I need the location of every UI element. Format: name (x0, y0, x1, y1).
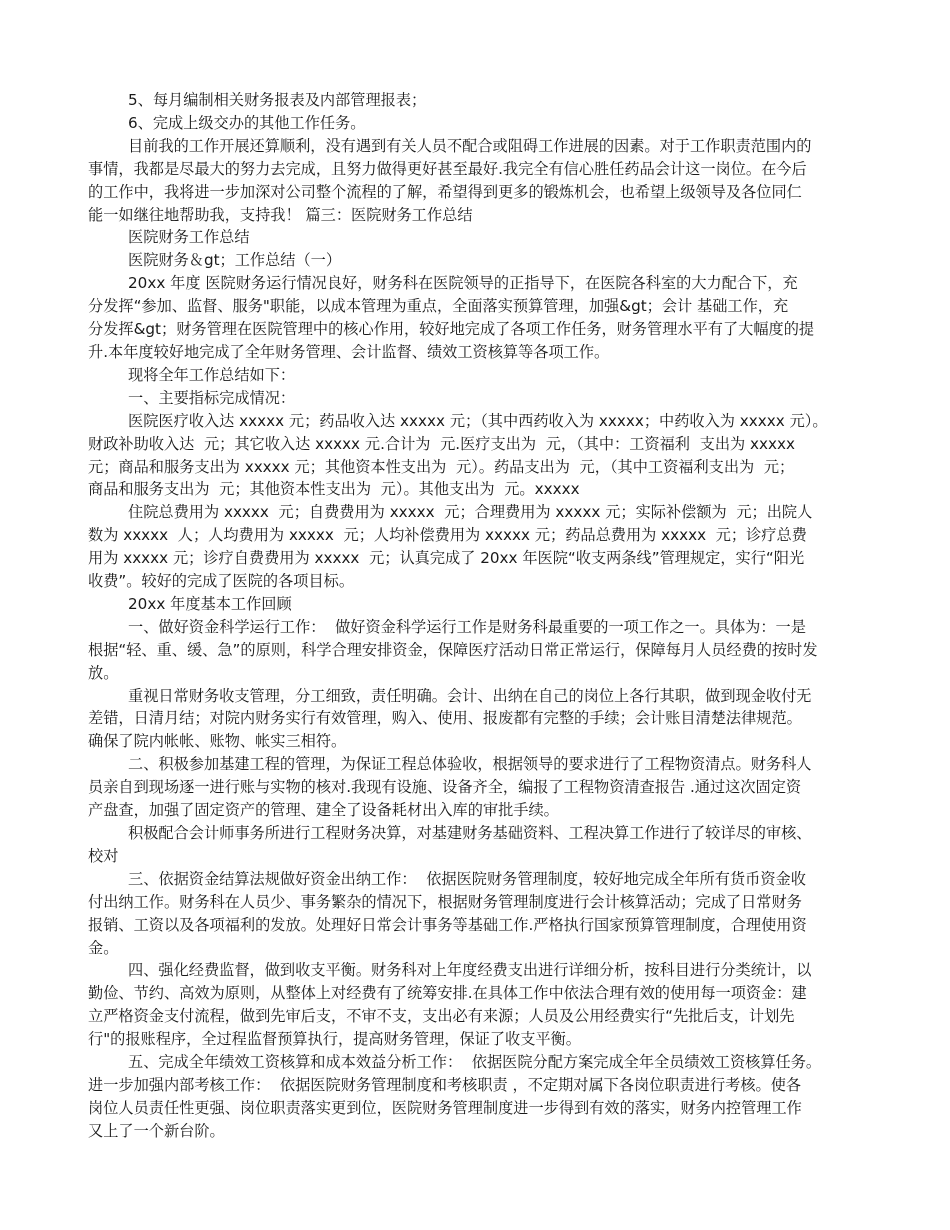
text-line: 商品和服务支出为 元；其他资本性支出为 元）。其他支出为 元。xxxxx (88, 480, 580, 499)
text-line: 五、完成全年绩效工资核算和成本效益分析工作： 依据医院分配方案完成全年全员绩效工资核算任务。 (128, 1053, 822, 1072)
text-line: 升.本年度较好地完成了全年财务管理、会计监督、绩效工资核算等各项工作。 (88, 342, 610, 361)
text-line: 金。 (88, 938, 119, 957)
text-line: 付出纳工作。财务科在人员少、事务繁杂的情况下，根据财务管理制度进行会计核算活动；完成了日常财务 (88, 892, 802, 911)
text-line: 用为 xxxxx 元；诊疗自费费用为 xxxxx 元；认真完成了 20xx 年医院“收支两条线”管理规定，实行“阳光 (88, 549, 805, 568)
text-line: 重视日常财务收支管理，分工细致，责任明确。会计、出纳在自己的岗位上各行其职，做到现金收付无 (128, 686, 812, 705)
text-line: 20xx 年度 医院财务运行情况良好，财务科在医院领导的正指导下，在医院各科室的大力配合下，充 (128, 274, 798, 293)
text-line: 一、做好资金科学运行工作： 做好资金科学运行工作是财务科最重要的一项工作之一。具体为：一是 (128, 617, 806, 636)
text-line: 积极配合会计师事务所进行工程财务决算，对基建财务基础资料、工程决算工作进行了较详尽的审核、 (128, 824, 812, 842)
text-line: 6、完成上级交办的其他工作任务。 (128, 113, 366, 132)
text-line: 20xx 年度基本工作回顾 (128, 594, 292, 613)
text-line: 校对 (88, 846, 119, 865)
text-line: 差错，日清月结；对院内财务实行有效管理，购入、使用、报废都有完整的手续；会计账目清楚法律规范。 (88, 709, 802, 728)
text-line: 5、每月编制相关财务报表及内部管理报表； (128, 91, 427, 109)
text-line: 三、依据资金结算法规做好资金出纳工作： 依据医院财务管理制度，较好地完成全年所有货币资金收 (128, 869, 806, 888)
text-line: 岗位人员责任性更强、岗位职责落实更到位，医院财务管理制度进一步得到有效的落实，财务内控管理工作 (88, 1098, 802, 1117)
text-line: 收费”。较好的完成了医院的各项目标。 (88, 572, 355, 591)
document-body (88, 89, 868, 1143)
text-line: 医院财务工作总结 (128, 228, 250, 247)
text-line: 财政补助收入达 元；其它收入达 xxxxx 元.合计为 元.医疗支出为 元，（其中：工资福利 支出为 xxxxx (88, 434, 795, 453)
text-line: 放。 (88, 663, 119, 682)
text-line: 住院总费用为 xxxxx 元；自费费用为 xxxxx 元；合理费用为 xxxxx 元；实际补偿额为 元；出院人 (128, 503, 813, 522)
text-line: 目前我的工作开展还算顺利，没有遇到有关人员不配合或阻碍工作进展的因素。对于工作职责范围内的 (128, 136, 812, 155)
text-line: 勤俭、节约、高效为原则，从整体上对经费有了统筹安排.在具体工作中依法合理有效的使用每一项资金：建 (88, 984, 807, 1003)
text-line: 四、强化经费监督，做到收支平衡。财务科对上年度经费支出进行详细分析，按科目进行分类统计，以 (128, 961, 812, 980)
text-line: 又上了一个新台阶。 (88, 1121, 225, 1140)
text-line: 立严格资金支付流程，做到先审后支，不审不支，支出必有来源；人员及公用经费实行“先批后支，计划先 (88, 1007, 795, 1026)
text-line: 确保了院内帐帐、账物、帐实三相符。 (88, 732, 347, 751)
text-line: 元；商品和服务支出为 xxxxx 元；其他资本性支出为 元）。药品支出为 元，（其中工资福利支出为 元； (88, 457, 795, 476)
text-line: 二、积极参加基建工程的管理，为保证工程总体验收，根据领导的要求进行了工程物资清点。财务科人 (128, 755, 812, 774)
text-line: 能一如继往地帮助我，支持我！ 篇三：医院财务工作总结 (88, 205, 473, 224)
text-line: 事情，我都是尽最大的努力去完成，且努力做得更好甚至最好.我完全有信心胜任药品会计这一岗位。在今后 (88, 159, 807, 178)
text-line: 行"的报账程序，全过程监督预算执行，提高财务管理，保证了收支平衡。 (88, 1030, 581, 1049)
text-line: 的工作中，我将进一步加深对公司整个流程的了解，希望得到更多的锻炼机会，也希望上级领导及各位同仁 (88, 182, 802, 201)
text-line: 分发挥&gt；财务管理在医院管理中的核心作用，较好地完成了各项工作任务，财务管理水平有了大幅度的提 (88, 320, 815, 339)
text-line: 产盘查，加强了固定资产的管理、建全了设备耗材出入库的审批手续。 (88, 801, 559, 820)
text-line: 根据“轻、重、缓、急”的原则，科学合理安排资金，保障医疗活动日常正常运行，保障每月人员经费的按时发 (88, 640, 818, 659)
text-line: 进一步加强内部考核工作： 依据医院财务管理制度和考核职责 ，不定期对属下各岗位职责进行考核。使各 (88, 1075, 802, 1094)
text-line: 数为 xxxxx 人；人均费用为 xxxxx 元；人均补偿费用为 xxxxx 元；药品总费用为 xxxxx 元；诊疗总费 (88, 526, 807, 545)
text-line: 分发挥“参加、监督、服务"职能，以成本管理为重点，全面落实预算管理，加强&gt；会计 基础工作，充 (88, 297, 789, 316)
text-line: 报销、工资以及各项福利的发放。处理好日常会计事务等基础工作.严格执行国家预算管理制度，合理使用资 (88, 915, 807, 934)
text-line: 现将全年工作总结如下： (128, 365, 296, 384)
text-line: 员亲自到现场逐一进行账与实物的核对.我现有设施、设备齐全，编报了工程物资清查报告 .通过这次固定资 (88, 778, 802, 797)
text-line: 医院医疗收入达 xxxxx 元；药品收入达 xxxxx 元；（其中西药收入为 xxxxx；中药收入为 xxxxx 元）。 (128, 411, 828, 430)
text-line: 一、主要指标完成情况： (128, 388, 296, 407)
text-line: 医院财务＆gt；工作总结（一） (128, 251, 342, 270)
